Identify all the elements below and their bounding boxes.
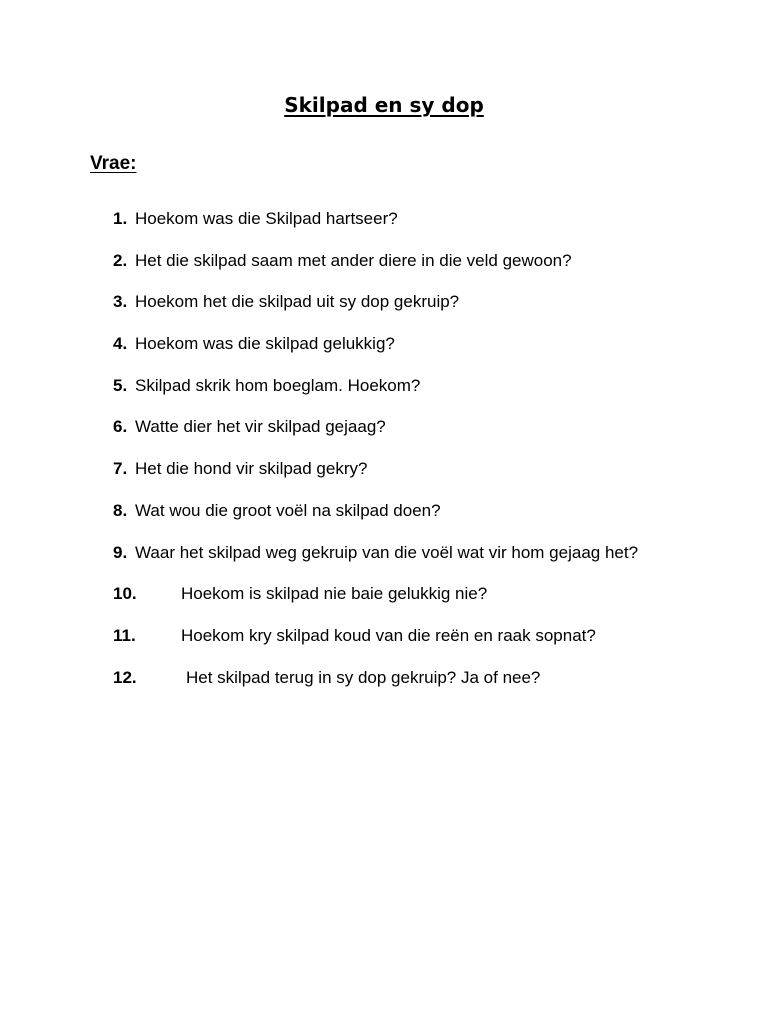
question-text: Hoekom was die Skilpad hartseer? (135, 209, 398, 228)
question-text: Hoekom het die skilpad uit sy dop gekruip? (135, 292, 460, 312)
question-number: 11. (113, 625, 136, 645)
question-text: Het skilpad terug in sy dop gekruip? Ja of nee? (186, 667, 541, 687)
question-item-11 (0, 625, 768, 667)
question-item-4 (0, 333, 768, 375)
question-item-6 (0, 416, 768, 458)
question-number: 6. (113, 417, 128, 437)
question-item-1 (0, 208, 768, 250)
question-number: 1. (113, 209, 128, 228)
question-item-3 (0, 291, 768, 333)
question-item-10 (0, 583, 768, 625)
question-item-8 (0, 500, 768, 542)
question-number: 3. (113, 292, 128, 312)
question-text: Het die skilpad saam met ander diere in die veld gewoon? (135, 250, 572, 270)
question-text: Hoekom is skilpad nie baie gelukkig nie? (181, 584, 488, 604)
question-number: 2. (113, 250, 128, 270)
question-item-5 (0, 375, 768, 417)
question-text: Skilpad skrik hom boeglam. Hoekom? (135, 375, 421, 395)
question-number: 5. (113, 375, 128, 395)
question-number: 12. (113, 667, 137, 687)
question-number: 9. (113, 542, 128, 562)
question-item-2 (0, 250, 768, 292)
question-text: Hoekom was die skilpad gelukkig? (135, 334, 395, 354)
page-title: Skilpad en sy dop (284, 93, 484, 117)
question-list (0, 208, 768, 708)
question-item-12 (0, 667, 768, 709)
question-number: 4. (113, 334, 128, 354)
question-text: Wat wou die groot voël na skilpad doen? (135, 500, 441, 520)
question-item-7 (0, 458, 768, 500)
question-text: Waar het skilpad weg gekruip van die voël wat vir hom gejaag het? (135, 542, 639, 562)
question-text: Watte dier het vir skilpad gejaag? (135, 417, 386, 437)
question-number: 10. (113, 584, 137, 604)
question-number: 8. (113, 500, 128, 520)
question-item-9 (0, 542, 768, 584)
section-heading: Vrae: (90, 153, 137, 174)
question-text: Het die hond vir skilpad gekry? (135, 459, 368, 479)
question-number: 7. (113, 459, 128, 479)
question-text: Hoekom kry skilpad koud van die reën en raak sopnat? (181, 625, 596, 645)
